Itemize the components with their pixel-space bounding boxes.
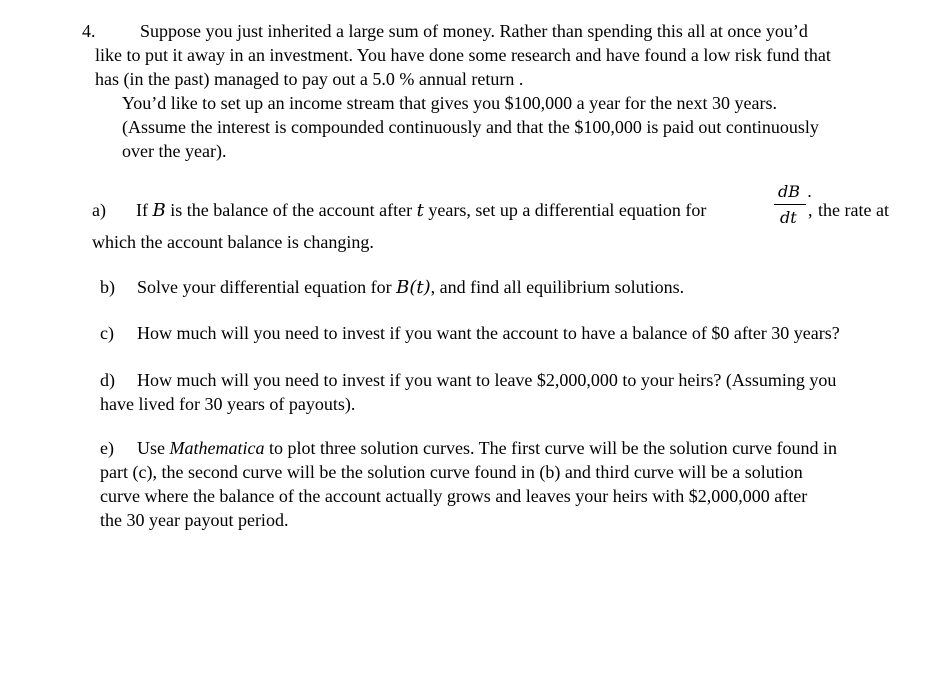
part-e-line-4: the 30 year payout period. xyxy=(100,510,289,530)
part-a-text-3: years, set up a differential equation for xyxy=(423,200,707,220)
part-c-label: c) xyxy=(100,323,114,343)
part-b-text xyxy=(137,276,684,299)
setup-line-1: You’d like to set up an income stream that gives you $100,000 a year for the next 30 years. xyxy=(122,93,778,113)
part-e-line-2: part (c), the second curve will be the solution curve found in (b) and third curve will be a solution xyxy=(100,462,803,482)
part-d-line-1: How much will you need to invest if you want to leave $2,000,000 to your heirs? (Assuming you xyxy=(137,370,837,390)
intro-line-3: has (in the past) managed to pay out a 5.0 % annual return . xyxy=(95,69,524,89)
part-a-label: a) xyxy=(92,200,106,220)
var-t: t xyxy=(416,200,424,221)
part-e-text-2: to plot three solution curves. The first curve will be the solution curve found in xyxy=(264,438,838,458)
fraction-bar xyxy=(774,204,806,205)
fraction-numerator: dB xyxy=(778,182,800,201)
part-a-text-1: If xyxy=(136,200,153,220)
part-a-line-2: which the account balance is changing. xyxy=(92,232,374,252)
intro-line-2: like to put it away in an investment. You have done some research and have found a low risk fund that xyxy=(95,45,831,65)
part-c-text: How much will you need to invest if you want the account to have a balance of $0 after 30 years? xyxy=(137,323,840,343)
part-e-text-1: Use xyxy=(137,438,170,458)
setup-line-2: (Assume the interest is compounded continuously and that the $100,000 is paid out continuously xyxy=(122,117,819,137)
setup-line-3: over the year). xyxy=(122,141,227,161)
part-e-line-1 xyxy=(137,437,837,459)
var-b: B xyxy=(152,200,166,221)
part-e-label: e) xyxy=(100,438,114,458)
part-b-text-1: Solve your differential equation for xyxy=(137,277,397,297)
part-d-line-2: have lived for 30 years of payouts). xyxy=(100,394,356,414)
mathematica-emphasis: Mathematica xyxy=(169,438,265,458)
part-e-line-3: curve where the balance of the account actually grows and leaves your heirs with $2,000,000 after xyxy=(100,486,808,506)
fraction-comma: , xyxy=(808,200,813,220)
intro-line-1: Suppose you just inherited a large sum of money. Rather than spending this all at once you’d xyxy=(140,21,808,41)
part-a-text xyxy=(136,199,706,222)
problem-number: 4. xyxy=(82,21,96,41)
part-d-label: d) xyxy=(100,370,115,390)
fraction-denominator: dt xyxy=(780,208,797,227)
fraction-numerator-dot: . xyxy=(807,182,813,201)
part-a-text-2: is the balance of the account after xyxy=(165,200,417,220)
part-b-text-2: , and find all equilibrium solutions. xyxy=(430,277,685,297)
part-a-text-after: the rate at xyxy=(818,200,889,220)
part-b-math: B(t) xyxy=(396,277,431,298)
part-b-label: b) xyxy=(100,277,115,297)
